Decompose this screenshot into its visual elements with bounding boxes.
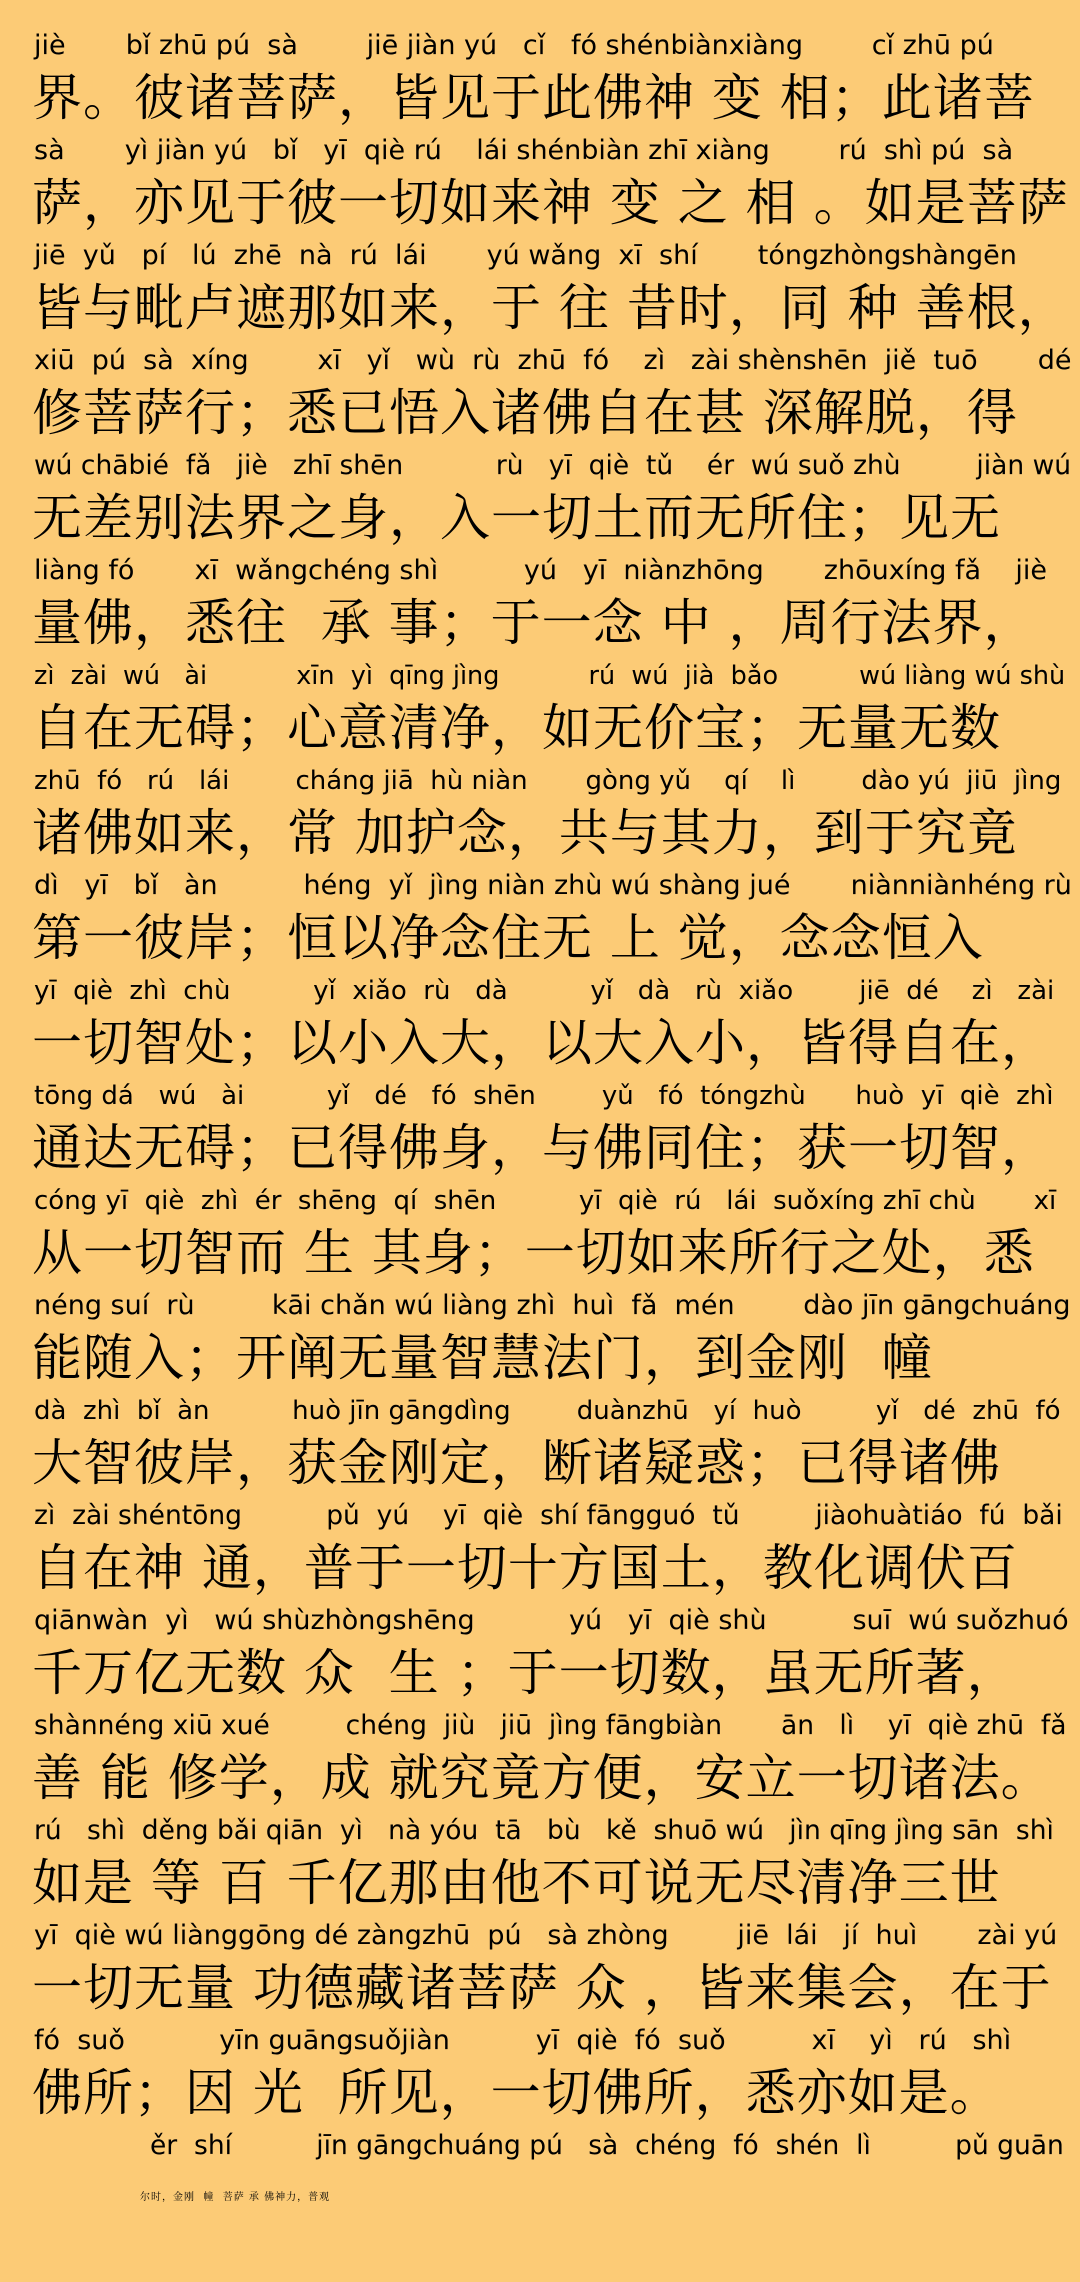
pinyin-annotation: tōng dá wú ài yǐ dé fó shēn yǔ fó tóngzhù huò yī qiè zhì	[34, 1081, 1054, 1111]
text-line	[0, 973, 1080, 1078]
pinyin-annotation: fó suǒ yīn guāngsuǒjiàn yī qiè fó suǒ xī yì rú shì	[34, 2025, 1012, 2056]
pinyin-annotation: rú shì děng bǎi qiān yì nà yóu tā bù kě shuō wú jìn qīng jìng sān shì	[34, 1815, 1054, 1846]
text-line	[0, 763, 1080, 868]
text-line	[0, 1603, 1080, 1708]
text-line	[0, 1288, 1080, 1393]
chinese-text: 如是 等 百 千亿那由他不可说无尽清净三世	[32, 1854, 1001, 1912]
pinyin-annotation: néng suí rù kāi chǎn wú liàng zhì huì fǎ mén dào jīn gāngchuáng	[34, 1290, 1071, 1321]
pinyin-annotation: jiè bǐ zhū pú sà jiē jiàn yú cǐ fó shénbiànxiàng cǐ zhū pú	[34, 30, 994, 61]
chinese-text: 大智彼岸，获金刚定，断诸疑惑；已得诸佛	[32, 1434, 1001, 1492]
text-line	[0, 1393, 1080, 1498]
text-line	[0, 658, 1080, 763]
chinese-text: 佛所；因 光 所见，一切佛所，悉亦如是。	[32, 2064, 1001, 2122]
chinese-text: 无差别法界之身，入一切土而无所住；见无	[32, 489, 1001, 547]
text-line	[0, 553, 1080, 658]
pinyin-annotation: jiē yǔ pí lú zhē nà rú lái yú wǎng xī shí tóngzhòngshàngēn	[34, 240, 1017, 271]
text-line	[0, 1918, 1080, 2023]
pinyin-annotation: cóng yī qiè zhì ér shēng qí shēn yī qiè rú lái suǒxíng zhī chù xī	[34, 1186, 1057, 1216]
chinese-text: 千万亿无数 众 生 ；于一切数，虽无所著，	[32, 1644, 1018, 1702]
chinese-text: 一切智处；以小入大，以大入小，皆得自在，	[32, 1014, 1052, 1072]
text-line	[0, 238, 1080, 343]
chinese-text: 量佛，悉往 承 事；于一念 中 ，周行法界，	[32, 594, 1035, 652]
text-line	[0, 1078, 1080, 1183]
pinyin-annotation: yī qiè zhì chù yǐ xiǎo rù dà yǐ dà rù xiǎo jiē dé zì zài	[34, 976, 1055, 1006]
pinyin-annotation: shànnéng xiū xué chéng jiù jiū jìng fāngbiàn ān lì yī qiè zhū fǎ	[34, 1710, 1067, 1741]
chinese-text: 第一彼岸；恒以净念住无 上 觉，念念恒入	[32, 909, 984, 967]
text-line	[0, 133, 1080, 238]
chinese-text: 尔时，金刚 幢 菩萨 承 佛神力，普观	[140, 2192, 331, 2203]
pinyin-annotation: ěr shí jīn gāngchuáng pú sà chéng fó shén lì pǔ guān	[150, 2130, 1064, 2161]
pinyin-annotation: xiū pú sà xíng xī yǐ wù rù zhū fó zì zài shènshēn jiě tuō dé	[34, 345, 1072, 376]
chinese-text: 自在无碍；心意清净，如无价宝；无量无数	[32, 699, 1001, 757]
text-line	[0, 2128, 1080, 2233]
chinese-text: 自在神 通，普于一切十方国土，教化调伏百	[32, 1539, 1018, 1597]
text-line	[0, 1813, 1080, 1918]
text-line	[0, 1183, 1080, 1288]
chinese-text: 皆与毗卢遮那如来，于 往 昔时，同 种 善根，	[32, 279, 1069, 337]
pinyin-annotation: zì zài wú ài xīn yì qīng jìng rú wú jià bǎo wú liàng wú shù	[34, 661, 1066, 691]
pinyin-annotation: dì yī bǐ àn héng yǐ jìng niàn zhù wú shàng jué niànniànhéng rù	[34, 870, 1072, 901]
pinyin-annotation: qiānwàn yì wú shùzhòngshēng yú yī qiè shù suī wú suǒzhuó	[34, 1605, 1069, 1636]
text-line	[0, 28, 1080, 133]
pinyin-annotation: wú chābié fǎ jiè zhī shēn rù yī qiè tǔ ér wú suǒ zhù jiàn wú	[34, 450, 1072, 481]
text-line	[0, 2023, 1080, 2128]
chinese-text: 从一切智而 生 其身；一切如来所行之处，悉	[32, 1224, 1035, 1282]
chinese-text: 通达无碍；已得佛身，与佛同住；获一切智，	[32, 1119, 1052, 1177]
chinese-text: 诸佛如来，常 加护念，共与其力，到于究竟	[32, 804, 1018, 862]
chinese-text: 修菩萨行；悉已悟入诸佛自在甚 深解脱，得	[32, 384, 1018, 442]
pinyin-annotation: dà zhì bǐ àn huò jīn gāngdìng duànzhū yí huò yǐ dé zhū fó	[34, 1396, 1061, 1426]
pinyin-annotation: zì zài shéntōng pǔ yú yī qiè shí fāngguó tǔ jiàohuàtiáo fú bǎi	[34, 1500, 1063, 1531]
pinyin-annotation: yī qiè wú liànggōng dé zàngzhū pú sà zhòng jiē lái jí huì zài yú	[34, 1920, 1058, 1951]
chinese-text: 一切无量 功德藏诸菩萨 众 ，皆来集会，在于	[32, 1959, 1052, 2017]
pinyin-annotation: liàng fó xī wǎngchéng shì yú yī niànzhōng zhōuxíng fǎ jiè	[34, 555, 1048, 586]
chinese-text: 萨，亦见于彼一切如来神 变 之 相 。如是菩萨	[32, 174, 1069, 232]
pinyin-annotation: zhū fó rú lái cháng jiā hù niàn gòng yǔ qí lì dào yú jiū jìng	[34, 766, 1062, 796]
pinyin-annotation: sà yì jiàn yú bǐ yī qiè rú lái shénbiàn zhī xiàng rú shì pú sà	[34, 135, 1014, 166]
chinese-text: 能随入；开阐无量智慧法门，到金刚 幢	[32, 1329, 933, 1387]
text-line	[0, 1708, 1080, 1813]
text-line	[0, 1498, 1080, 1603]
chinese-text: 善 能 修学，成 就究竟方便，安立一切诸法。	[32, 1749, 1052, 1807]
text-line	[0, 448, 1080, 553]
chinese-text: 界。彼诸菩萨，皆见于此佛神 变 相；此诸菩	[32, 69, 1035, 127]
text-line	[0, 343, 1080, 448]
text-line	[0, 868, 1080, 973]
